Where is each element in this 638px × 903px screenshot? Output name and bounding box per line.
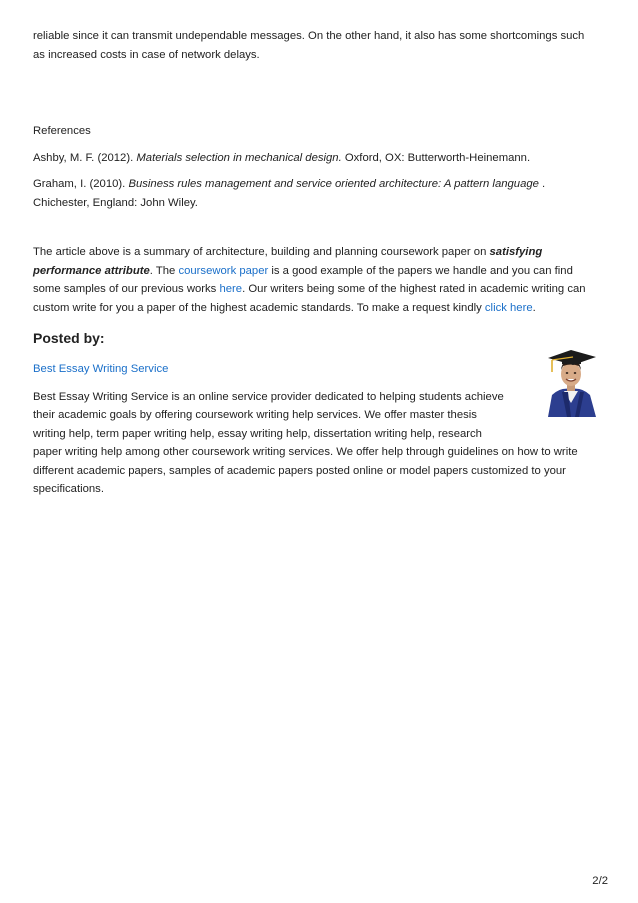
summary-text: . Our writers being some of the highest rated in academic writing can xyxy=(242,283,586,295)
bio-line: paper writing help among other coursework writing services. We offer help through guidelines on how to write xyxy=(33,446,578,458)
author-link[interactable]: Best Essay Writing Service xyxy=(33,363,169,375)
document-page xyxy=(33,27,603,499)
summary-text: . The xyxy=(149,264,179,277)
summary-text: is a good example of the papers we handle and you can find xyxy=(268,264,573,277)
intro-paragraph xyxy=(33,27,603,64)
reference-author: Ashby, M. F. (2012). xyxy=(33,151,137,164)
summary-topic-bold: satisfying xyxy=(489,246,543,258)
summary-text: . xyxy=(532,301,536,314)
reference-title: Business rules management and service oriented architecture: A pattern language xyxy=(128,178,539,190)
summary-text: some samples of our previous works xyxy=(33,283,220,295)
summary-text: custom write for you a paper of the highest academic standards. To make a request kindly xyxy=(33,301,485,314)
reference-author: Graham, I. (2010). xyxy=(33,178,129,190)
coursework-paper-link[interactable]: coursework paper xyxy=(178,264,269,277)
intro-line-2: as increased costs in case of network delays. xyxy=(33,48,260,61)
bio-line: writing help, term paper writing help, essay writing help, dissertation writing help, research xyxy=(33,427,482,440)
reference-title: Materials selection in mechanical design. xyxy=(136,151,342,164)
bio-line: their academic goals by offering coursework writing help services. We offer master thesis xyxy=(33,409,477,421)
reference-graham xyxy=(33,175,603,212)
reference-ashby xyxy=(33,149,603,168)
here-link[interactable]: here xyxy=(219,283,243,295)
summary-paragraph xyxy=(33,243,603,317)
author-bio xyxy=(33,388,603,499)
posted-by-heading: Posted by: xyxy=(33,330,105,346)
summary-topic-bold: performance attribute xyxy=(33,264,150,277)
intro-line-1: reliable since it can transmit undependable messages. On the other hand, it also has some shortcomings such xyxy=(33,30,585,42)
click-here-link[interactable]: click here xyxy=(484,301,533,314)
page-number: 2/2 xyxy=(592,875,608,887)
summary-text: The article above is a summary of architecture, building and planning coursework paper on xyxy=(33,246,490,258)
author-avatar xyxy=(540,345,602,417)
reference-punct: . xyxy=(538,178,546,190)
reference-publisher: Chichester, England: John Wiley. xyxy=(33,196,198,209)
bio-line: different academic papers, samples of academic papers posted online or model papers customized to your xyxy=(33,464,566,477)
graduate-photo-icon xyxy=(540,345,602,417)
references-heading: References xyxy=(33,125,91,137)
bio-line: Best Essay Writing Service is an online service provider dedicated to helping students achieve xyxy=(33,390,504,403)
reference-publisher: Oxford, OX: Butterworth-Heinemann. xyxy=(341,151,531,164)
bio-line: specifications. xyxy=(33,483,104,495)
